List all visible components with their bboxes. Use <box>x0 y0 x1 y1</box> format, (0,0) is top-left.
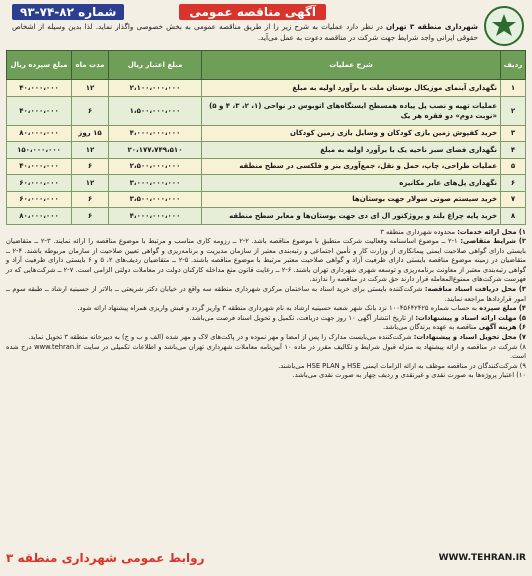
row-subject: عملیات طراحی، چاپ، حمل و نقل، جمع‌آوری بنر و فلکسی در سطح منطقه <box>202 158 501 175</box>
row-budget: ۴،۰۰۰،۰۰۰،۰۰۰ <box>109 125 202 142</box>
ad-header <box>6 4 526 48</box>
note-5 <box>6 314 526 324</box>
row-deposit: ۴۰،۰۰۰،۰۰۰ <box>7 80 72 97</box>
tehran-municipality-logo <box>484 6 524 46</box>
ad-number: شماره ۸۲-۷۴-۹۳ <box>12 4 124 20</box>
table-row <box>7 142 526 159</box>
note-1 <box>6 228 526 238</box>
table-row <box>7 125 526 142</box>
table-row <box>7 191 526 208</box>
note-5-label: ۵) مهلت ارائه اسناد و پیشنهادات: <box>415 313 526 322</box>
row-budget: ۲،۱۰۰،۰۰۰،۰۰۰ <box>109 80 202 97</box>
row-budget: ۱،۵۰۰،۰۰۰،۰۰۰ <box>109 96 202 125</box>
row-budget: ۲،۵۰۰،۰۰۰،۰۰۰ <box>109 158 202 175</box>
note-2 <box>6 237 526 285</box>
row-deposit: ۱۵۰،۰۰۰،۰۰۰ <box>7 142 72 159</box>
row-budget: ۳،۰۰۰،۰۰۰،۰۰۰ <box>109 175 202 192</box>
note-2-text: ۱-۲ ــ موضوع اساسنامه وفعالیت شرکت منطبق با موضوع مناقصه باشد. ۲-۲ ــ رزومه کاری مناسب و مرتبط با موضوع مناقصه را ارائه نمایند. ۳-۲ ــ متقاضیان بایستی دارای گواهی صلاحیت ایمنی پیمانکاری از وزارت کار و تأمین اجتماعی و رتبه‌بندی معتبر از سازمان مدیریت و برنامه‌ریزی و گواهی تعیین صلاحیت از سازمان مربوطه باشند. ۴-۲ ــ متقاضیان در زمینه موضوع مناقصه بایستی دارای ظرفیت آزاد و گواهی صلاحیت معتبر مرتبط با موضوع مناقصه باشند. ۵-۲ ــ متقاضیان ردیف‌های ۲، ۵ و ۶ بایستی دارای ظرفیت آزاد و گواهی رتبه‌بندی معتبر از معاونت برنامه‌ریزی و توسعه شهری شهرداری تهران باشند. ۶-۲ ــ رعایت قانون منع مداخله کارکنان دولت در معاملات دولتی الزامی است. ۷-۲ ــ شرکت‌هایی که در فهرست شرکت‌های ممنوع‌المعامله قرار دارند حق شرکت در مناقصه را ندارند. <box>6 237 527 284</box>
col-budget: مبلغ اعتبار ریال <box>109 51 202 80</box>
note-7-text: شرکت‌کننده می‌بایست مدارک را پس از امضا و مهر نموده و در پاکت‌های لاک و مهر شده (الف و ب و ج) به دبیرخانه منطقه ۳ تحویل نماید. <box>28 333 412 342</box>
note-4-label: ۴) مبلغ سپرده <box>479 304 526 313</box>
note-1-text: محدوده شهرداری منطقه ۳ <box>380 227 456 236</box>
table-row <box>7 208 526 225</box>
row-subject: خرید سیستم صوتی سولار جهت بوستان‌ها <box>202 191 501 208</box>
ad-title: آگهی مناقصه عمومی <box>179 4 326 20</box>
intro-bold: شهرداری منطقه ۳ تهران <box>386 22 478 31</box>
note-7-label: ۷) محل تحویل اسناد و پیشنهادات: <box>413 333 526 342</box>
note-4-text: به حساب شماره ۱۰۰۴۵۶۴۲۴۲۵ نزد بانک شهر شعبه حسینیه ارشاد به نام شهرداری منطقه ۳ واریز گردد و فیش واریزی همراه پیشنهاد ارائه شود. <box>77 304 478 313</box>
note-3-label: ۳) محل دریافت اسناد مناقصه: <box>424 285 526 294</box>
row-months: ۶ <box>72 96 109 125</box>
row-number: ۱ <box>501 80 526 97</box>
conditions-notes <box>6 228 526 382</box>
row-months: ۶ <box>72 158 109 175</box>
row-budget: ۴،۰۰۰،۰۰۰،۰۰۰ <box>109 208 202 225</box>
tehran-logo-icon <box>489 11 519 41</box>
note-7 <box>6 333 526 343</box>
note-6-label: ۶) هزینه آگهی <box>478 323 526 332</box>
row-deposit: ۴۰،۰۰۰،۰۰۰ <box>7 158 72 175</box>
website-link[interactable]: WWW.TEHRAN.IR <box>438 553 526 563</box>
row-budget: ۲۰،۱۷۷،۷۴۹،۵۱۰ <box>109 142 202 159</box>
row-number: ۳ <box>501 125 526 142</box>
row-subject: عملیات تهیه و نصب پل پیاده همسطح ایستگاه‌های اتوبوس در نواحی (۱، ۲، ۳، ۴ و ۵) «نوبت دوم» دو فقره هر یک <box>202 96 501 125</box>
row-number: ۸ <box>501 208 526 225</box>
row-subject: نگهداری پل‌های عابر مکانیزه <box>202 175 501 192</box>
note-2-label: ۲) شرایط متقاضی: <box>460 237 526 246</box>
col-row: ردیف <box>501 51 526 80</box>
note-6-text: مناقصه به عهده برندگان می‌باشد. <box>382 323 477 332</box>
row-months: ۱۲ <box>72 142 109 159</box>
note-8: ۸) شرکت در مناقصه و ارائه پیشنهاد به منزله قبول شرایط و تکالیف مقرر در ماده ۱۰ آیین‌نامه معاملات شهرداری تهران می‌باشد و اطلاعات تکمیلی در سایت www.tehran.ir درج شده است. <box>6 342 526 361</box>
table-row <box>7 158 526 175</box>
row-number: ۷ <box>501 191 526 208</box>
tender-table <box>6 50 526 225</box>
table-header-row <box>7 51 526 80</box>
row-deposit: ۶۰،۰۰۰،۰۰۰ <box>7 175 72 192</box>
public-relations-signature: روابط عمومی شهرداری منطقه ۳ <box>6 551 205 565</box>
row-months: ۱۵ روز <box>72 125 109 142</box>
row-deposit: ۶۰،۰۰۰،۰۰۰ <box>7 191 72 208</box>
row-months: ۶ <box>72 208 109 225</box>
row-number: ۴ <box>501 142 526 159</box>
table-row <box>7 96 526 125</box>
table-row <box>7 80 526 97</box>
row-number: ۵ <box>501 158 526 175</box>
note-5-text: از تاریخ انتشار آگهی ۱۰ روز جهت دریافت، تکمیل و تحویل اسناد فرصت می‌باشد. <box>189 313 414 322</box>
col-months: مدت ماه <box>72 51 109 80</box>
col-deposit: مبلغ سپرده ریال <box>7 51 72 80</box>
row-number: ۶ <box>501 175 526 192</box>
row-months: ۱۲ <box>72 175 109 192</box>
col-subject: شرح عملیات <box>202 51 501 80</box>
note-3 <box>6 285 526 304</box>
intro-rest: در نظر دارد عملیات به شرح زیر را از طریق مناقصه عمومی به بخش خصوصی واگذار نماید. لذا بدین وسیله از اشخاص حقوقی ایرانی واجد شرایط جهت شرکت در مناقصه دعوت به عمل می‌آید. <box>12 22 478 42</box>
note-1-label: ۱) محل ارائه خدمات: <box>457 227 526 236</box>
row-deposit: ۸۰،۰۰۰،۰۰۰ <box>7 125 72 142</box>
row-subject: نگهداری آبنمای موزیکال بوستان ملت با برآورد اولیه به مبلغ <box>202 80 501 97</box>
row-months: ۱۲ <box>72 80 109 97</box>
intro-text <box>12 22 478 43</box>
row-budget: ۳،۵۰۰،۰۰۰،۰۰۰ <box>109 191 202 208</box>
row-number: ۲ <box>501 96 526 125</box>
note-3-text: شرکت‌کننده بایستی برای خرید اسناد به ساختمان مرکزی شهرداری منطقه سه واقع در خیابان دکتر شریعتی ــ بالاتر از حسینیه ارشاد ــ طبقه سوم ــ امور قراردادها مراجعه نمایند. <box>6 285 526 303</box>
note-10: ۱۰) اعتبار پروژه‌ها به صورت نقدی و غیرنقدی و ردیف چهار به صورت نقدی می‌باشد. <box>292 371 526 380</box>
row-subject: نگهداری فضای سبز ناحیه یک با برآورد اولیه به مبلغ <box>202 142 501 159</box>
row-subject: خرید کفپوش زمین بازی کودکان و وسایل بازی زمین کودکان <box>202 125 501 142</box>
note-6 <box>6 323 526 333</box>
row-deposit: ۸۰،۰۰۰،۰۰۰ <box>7 208 72 225</box>
row-deposit: ۴۰،۰۰۰،۰۰۰ <box>7 96 72 125</box>
row-subject: خرید پایه چراغ بلند و پروژکتور ال ای دی جهت بوستان‌ها و معابر سطح منطقه <box>202 208 501 225</box>
note-4 <box>6 304 526 314</box>
ad-footer <box>6 544 526 572</box>
note-9: ۹) شرکت‌کنندگان در مناقصه موظف به ارائه الزامات ایمنی HSE و HSE PLAN می‌باشند. <box>278 361 526 370</box>
table-row <box>7 175 526 192</box>
row-months: ۶ <box>72 191 109 208</box>
